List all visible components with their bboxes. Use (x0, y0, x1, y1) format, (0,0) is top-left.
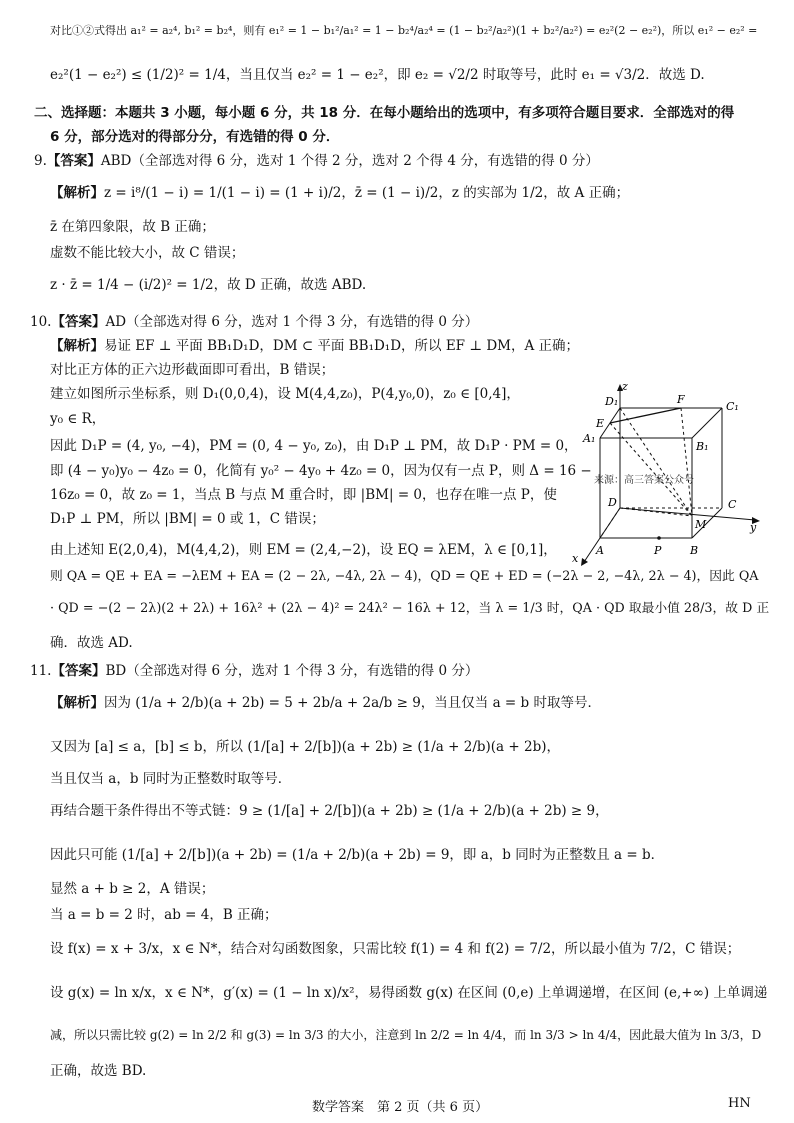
section-heading-line-1: 二、选择题：本题共 3 小题，每小题 6 分，共 18 分．在每小题给出的选项中，有多项符合题目要求．全部选对的得 (34, 105, 735, 121)
q11-analysis-line-6: 显然 a + b ≥ 2，A 错误； (50, 881, 215, 897)
q10-analysis-line-9: 由上述知 E(2,0,4)，M(4,4,2)，则 EM = (2,4,−2)，设 EQ = λEM，λ ∈ [0,1]， (50, 542, 557, 558)
q11-analysis-tag: 【解析】 (50, 695, 104, 711)
q10-analysis-line-5: 因此 D₁P = (4, y₀, −4)，PM = (0, 4 − y₀, z₀)，由 D₁P ⊥ PM，故 D₁P · PM = 0， (50, 438, 578, 454)
section-heading-line-2: 6 分，部分选对的得部分分，有选错的得 0 分． (50, 129, 340, 145)
q9-analysis-line-4: z · z̄ = 1/4 − (i/2)² = 1/2，故 D 正确，故选 ABD. (50, 277, 367, 293)
q10-analysis-line-12: 确．故选 AD. (50, 635, 133, 651)
x-axis-arrow (581, 558, 588, 566)
q9-answer: 9.【答案】ABD（全部选对得 6 分，选对 1 个得 2 分，选对 2 个得 4 分，有选错的得 0 分） (34, 153, 599, 169)
label-b1: B₁ (696, 440, 709, 453)
q10-analysis-line-7: 16z₀ = 0，故 z₀ = 1，当点 B 与点 M 重合时，即 |BM| = 0，也存在唯一点 P，使 (50, 487, 557, 503)
segment-ef (610, 408, 681, 423)
q11-analysis-line-9: 设 g(x) = ln x/x，x ∈ N*，g′(x) = (1 − ln x)/x²，易得函数 g(x) 在区间 (0,e) 上单调递增，在区间 (e,+∞) 上单调递 (50, 985, 768, 1001)
q10-analysis-line-8: D₁P ⊥ PM，所以 |BM| = 0 或 1，C 错误； (50, 511, 325, 527)
q11-answer-text: BD（全部选对得 6 分，选对 1 个得 3 分，有选错的得 0 分） (105, 663, 479, 679)
q10-analysis-line-11: · QD = −(2 − 2λ)(2 + 2λ) + 16λ² + (2λ − 4)² = 24λ² − 16λ + 12，当 λ = 1/3 时，QA · QD 取最小值 28/3，故 D 正 (50, 601, 770, 616)
q11-answer: 11.【答案】BD（全部选对得 6 分，选对 1 个得 3 分，有选错的得 0 分） (30, 663, 479, 679)
edge-c1-b1 (692, 408, 722, 438)
q9-analysis-line-1 (50, 184, 629, 202)
q10-answer-text: AD（全部选对得 6 分，选对 1 个得 3 分，有选错的得 0 分） (105, 314, 479, 330)
q11-analysis-line-1 (50, 694, 601, 712)
label-a: A (596, 544, 604, 557)
label-f: F (677, 393, 685, 406)
label-e: E (596, 417, 605, 430)
q9-analysis-line-3: 虚数不能比较大小，故 C 错误； (50, 245, 245, 261)
q10-analysis-line-1 (50, 337, 579, 355)
point-p (657, 536, 661, 540)
segment-fm (681, 408, 692, 516)
q10-answer-tag: 【答案】 (51, 314, 106, 330)
label-x: x (572, 552, 579, 565)
segment-d1-m (620, 408, 692, 516)
q10-analysis-tag: 【解析】 (50, 338, 104, 354)
q11-analysis-line-4: 再结合题干条件得出不等式链：9 ≥ (1/[a] + 2/[b])(a + 2b) ≥ (1/a + 2/b)(a + 2b) ≥ 9， (50, 803, 609, 819)
q10-answer: 10.【答案】AD（全部选对得 6 分，选对 1 个得 3 分，有选错的得 0 分） (30, 314, 479, 330)
q10-analysis-line-2: 对比正方体的正六边形截面即可看出，B 错误； (50, 362, 335, 378)
q11-analysis-line-7: 当 a = b = 2 时，ab = 4，B 正确； (50, 907, 278, 923)
footer-page-number: 数学答案 第 2 页（共 6 页） (312, 1100, 489, 1115)
intro-line-1: 对比①②式得出 a₁² = a₂⁴, b₁² = b₂⁴，则有 e₁² = 1 − b₁²/a₁² = 1 − b₂⁴/a₂⁴ = (1 − b₂²/a₂²)(1 + b₂²/a₂²) = e₂²(2 − e₂²)，所以 e₁² − e₂² = (50, 24, 758, 37)
q10-analysis-line-3: 建立如图所示坐标系，则 D₁(0,0,4)，设 M(4,4,z₀)，P(4,y₀,0)，z₀ ∈ [0,4]， (50, 386, 520, 402)
footer-region-code: HN (728, 1096, 751, 1111)
q9-analysis-tag: 【解析】 (50, 185, 104, 201)
q10-analysis-line-4: y₀ ∈ R， (50, 411, 106, 427)
q11-analysis-line-3: 当且仅当 a，b 同时为正整数时取等号． (50, 771, 292, 787)
label-y: y (750, 521, 757, 534)
intro-line-2: e₂²(1 − e₂²) ≤ (1/2)² = 1/4，当且仅当 e₂² = 1 − e₂²，即 e₂ = √2/2 时取等号，此时 e₁ = √3/2．故选 D. (50, 67, 705, 83)
q10-analysis-line-6: 即 (4 − y₀)y₀ − 4z₀ = 0，化简有 y₀² − 4y₀ + 4z₀ = 0，因为仅有一点 P，则 Δ = 16 − (50, 463, 592, 479)
label-d: D (608, 496, 617, 509)
q9-answer-tag: 【答案】 (46, 153, 101, 169)
q11-analysis-line-5: 因此只可能 (1/[a] + 2/[b])(a + 2b) = (1/a + 2/b)(a + 2b) = 9，即 a，b 同时为正整数且 a = b． (50, 847, 665, 863)
q9-analysis-text-1: z = i⁸/(1 − i) = 1/(1 − i) = (1 + i)/2，z̄ = (1 − i)/2，z 的实部为 1/2，故 A 正确； (104, 185, 630, 201)
q11-analysis-line-11: 正确，故选 BD. (50, 1063, 147, 1079)
q9-analysis-line-2: z̄ 在第四象限，故 B 正确； (50, 219, 215, 235)
label-m: M (695, 518, 707, 531)
label-c: C (728, 498, 737, 511)
label-c1: C₁ (726, 400, 739, 413)
q9-answer-text: ABD（全部选对得 6 分，选对 1 个得 2 分，选对 2 个得 4 分，有选错的得 0 分） (100, 153, 599, 169)
q11-analysis-line-8: 设 f(x) = x + 3/x，x ∈ N*，结合对勾函数图象，只需比较 f(1) = 4 和 f(2) = 7/2，所以最小值为 7/2，C 错误； (50, 941, 741, 957)
q11-analysis-text-1: 因为 (1/a + 2/b)(a + 2b) = 5 + 2b/a + 2a/b ≥ 9，当且仅当 a = b 时取等号． (104, 695, 601, 711)
q10-analysis-text-1: 易证 EF ⊥ 平面 BB₁D₁D，DM ⊂ 平面 BB₁D₁D，所以 EF ⊥ DM，A 正确； (104, 338, 580, 354)
label-b: B (690, 544, 699, 557)
label-a1: A₁ (583, 432, 596, 445)
watermark: 来源：高三答案公众号 (594, 475, 694, 486)
q11-analysis-line-10: 减，所以只需比较 g(2) = ln 2/2 和 g(3) = ln 3/3 的大小，注意到 ln 2/2 = ln 4/4，而 ln 3/3 > ln 4/4，因此最大值为 ln 3/3，D (50, 1028, 762, 1042)
q10-analysis-line-10: 则 QA = QE + EA = −λEM + EA = (2 − 2λ, −4λ, 2λ − 4)，QD = QE + ED = (−2λ − 2, −4λ, 2λ − 4)，因此 QA (50, 569, 759, 584)
label-z: z (622, 380, 628, 393)
q11-answer-tag: 【答案】 (51, 663, 106, 679)
label-d1: D₁ (605, 395, 619, 408)
cube-figure (570, 378, 770, 570)
label-p: P (654, 544, 662, 557)
segment-em (610, 423, 692, 516)
q11-analysis-line-2: 又因为 [a] ≤ a，[b] ≤ b，所以 (1/[a] + 2/[b])(a + 2b) ≥ (1/a + 2/b)(a + 2b)， (50, 739, 560, 755)
